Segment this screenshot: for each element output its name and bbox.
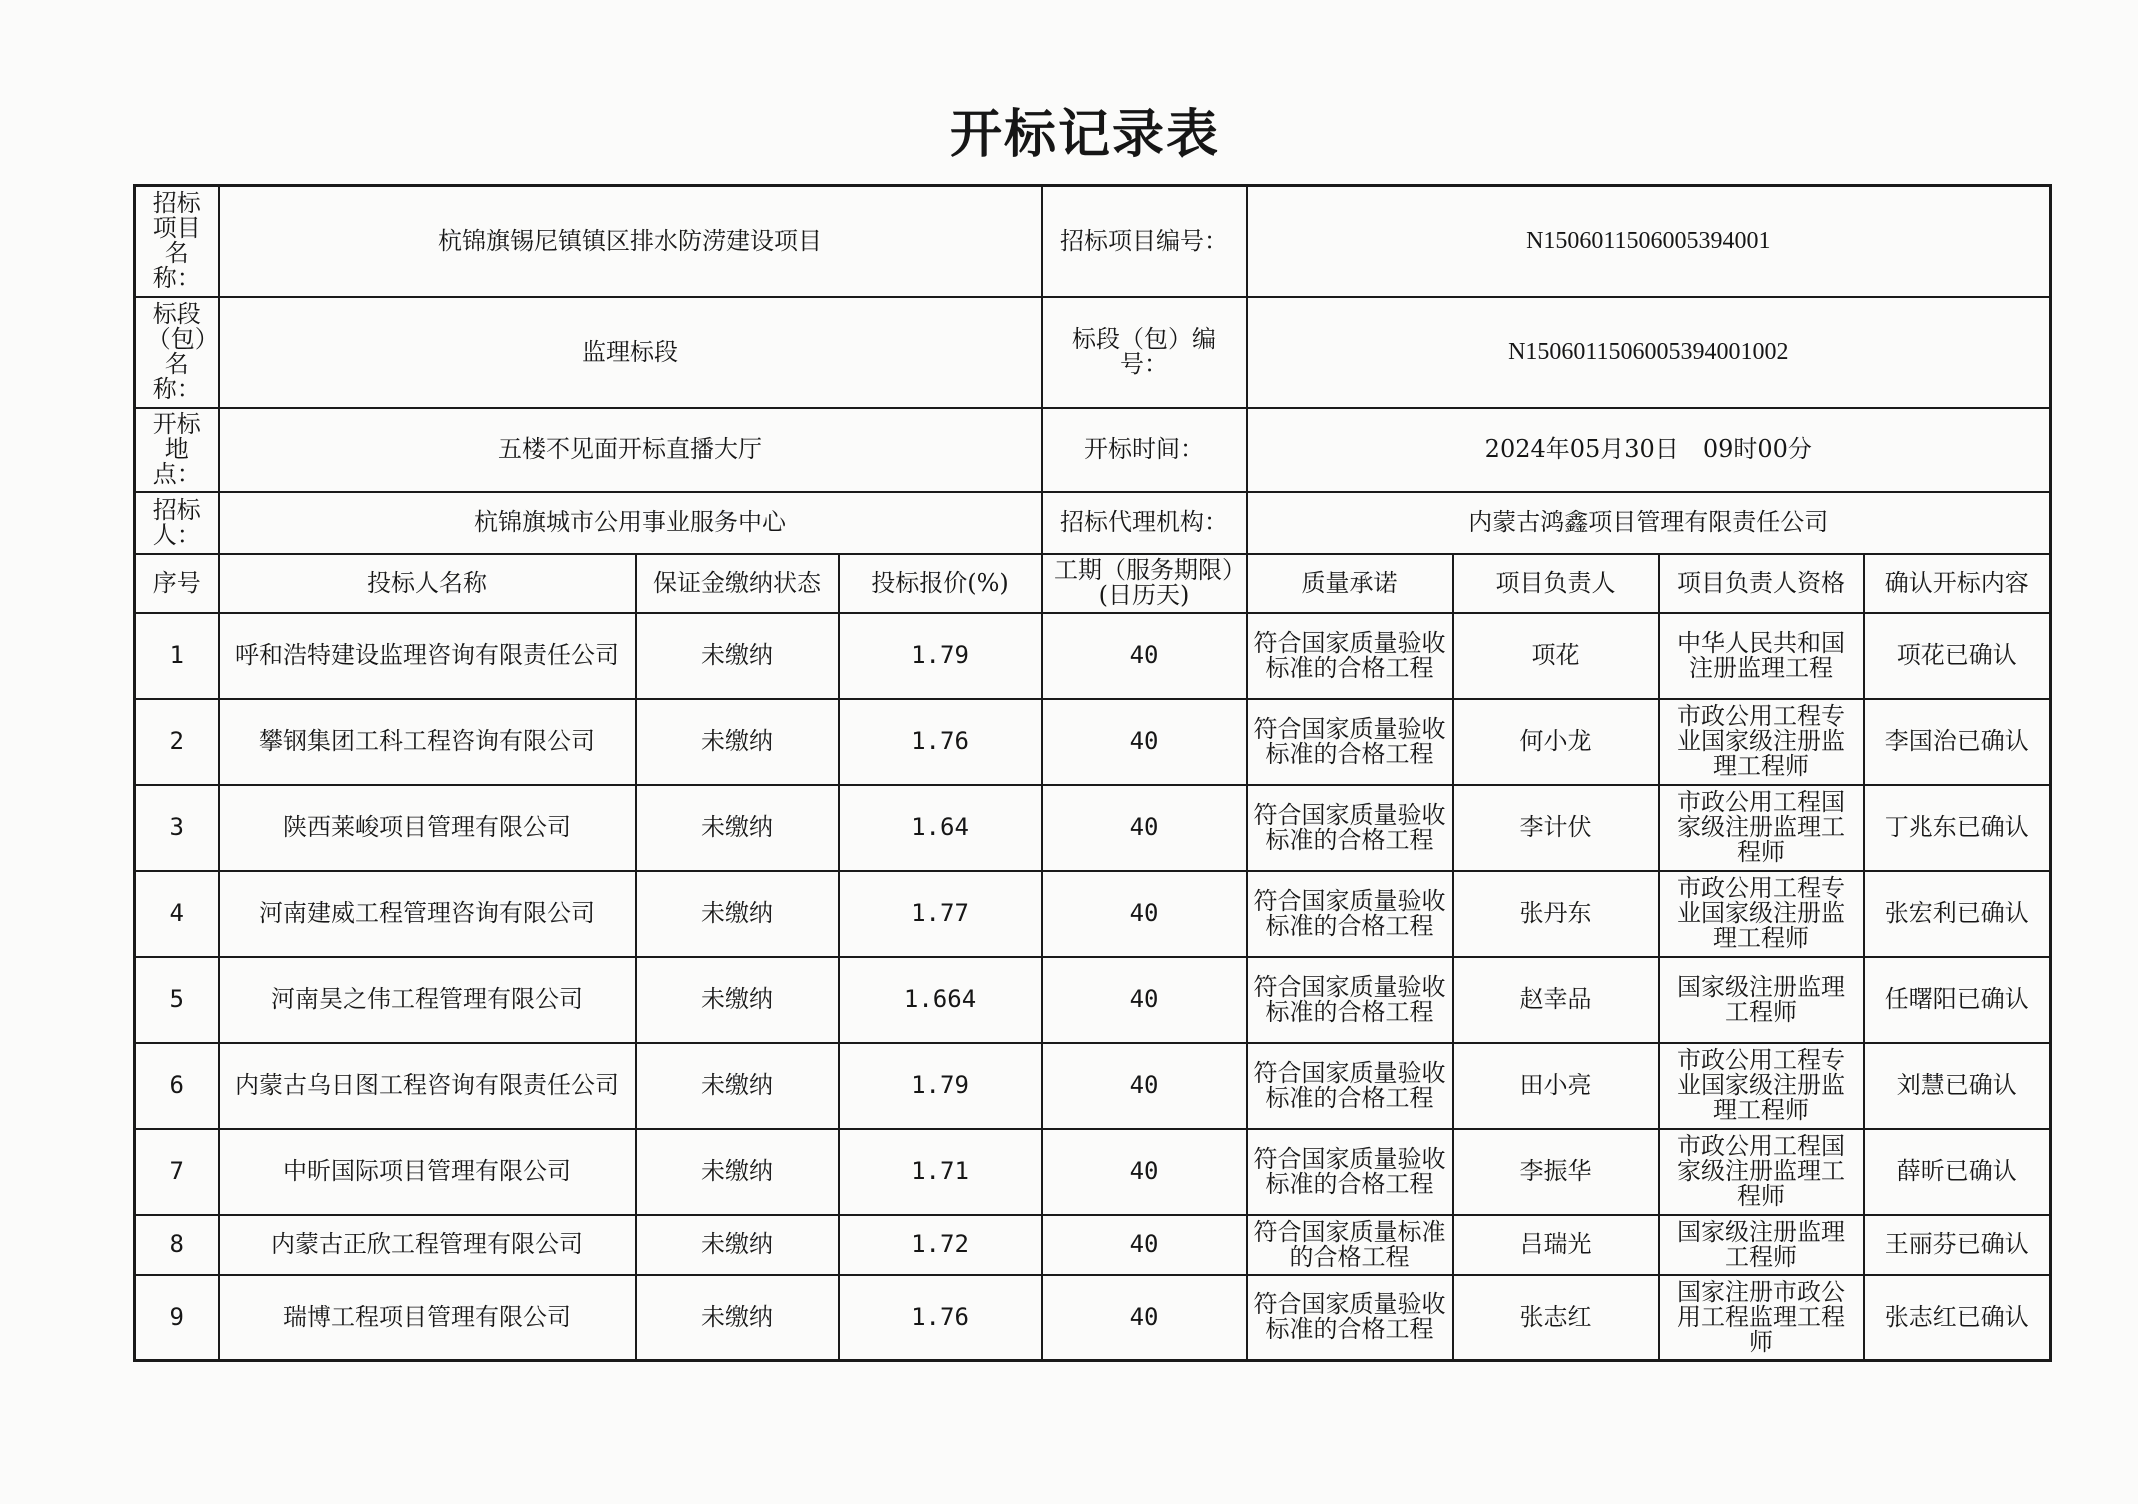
project-name-label: 招标项目名称： — [135, 186, 219, 297]
project-manager: 赵幸品 — [1453, 957, 1659, 1043]
table-row — [135, 1215, 2051, 1275]
section-code-label: 标段（包）编号： — [1042, 297, 1247, 408]
bidder-name: 河南建威工程管理咨询有限公司 — [219, 871, 636, 957]
service-period: 40 — [1042, 1129, 1247, 1215]
bidder-name: 瑞博工程项目管理有限公司 — [219, 1275, 636, 1361]
info-row-tenderer — [135, 492, 2051, 554]
bid-price: 1.79 — [839, 1043, 1042, 1129]
confirmation: 张志红已确认 — [1864, 1275, 2051, 1361]
service-period: 40 — [1042, 957, 1247, 1043]
project-manager: 李振华 — [1453, 1129, 1659, 1215]
quality-commitment: 符合国家质量验收标准的合格工程 — [1247, 957, 1453, 1043]
table-row — [135, 1275, 2051, 1361]
header-confirm: 确认开标内容 — [1864, 554, 2051, 613]
bid-price: 1.76 — [839, 1275, 1042, 1361]
row-index: 1 — [135, 613, 219, 699]
tenderer: 杭锦旗城市公用事业服务中心 — [219, 492, 1042, 554]
header-period: 工期（服务期限）(日历天) — [1042, 554, 1247, 613]
project-manager: 何小龙 — [1453, 699, 1659, 785]
bidder-name: 攀钢集团工科工程咨询有限公司 — [219, 699, 636, 785]
service-period: 40 — [1042, 1043, 1247, 1129]
bid-opening-table — [133, 184, 2052, 1362]
table-row — [135, 1043, 2051, 1129]
project-manager: 张丹东 — [1453, 871, 1659, 957]
deposit-status: 未缴纳 — [636, 1215, 839, 1275]
quality-commitment: 符合国家质量验收标准的合格工程 — [1247, 1129, 1453, 1215]
service-period: 40 — [1042, 699, 1247, 785]
project-code: N1506011506005394001 — [1247, 186, 2051, 297]
service-period: 40 — [1042, 871, 1247, 957]
bid-price: 1.76 — [839, 699, 1042, 785]
project-manager: 田小亮 — [1453, 1043, 1659, 1129]
project-name: 杭锦旗锡尼镇镇区排水防涝建设项目 — [219, 186, 1042, 297]
location: 五楼不见面开标直播大厅 — [219, 408, 1042, 492]
confirmation: 王丽芬已确认 — [1864, 1215, 2051, 1275]
project-manager: 吕瑞光 — [1453, 1215, 1659, 1275]
deposit-status: 未缴纳 — [636, 1275, 839, 1361]
bidder-name: 呼和浩特建设监理咨询有限责任公司 — [219, 613, 636, 699]
bidder-name: 内蒙古正欣工程管理有限公司 — [219, 1215, 636, 1275]
manager-qualification: 国家注册市政公用工程监理工程师 — [1659, 1275, 1864, 1361]
location-label: 开标地点： — [135, 408, 219, 492]
confirmation: 任曙阳已确认 — [1864, 957, 2051, 1043]
project-manager: 李计伏 — [1453, 785, 1659, 871]
header-qualification: 项目负责人资格 — [1659, 554, 1864, 613]
quality-commitment: 符合国家质量验收标准的合格工程 — [1247, 785, 1453, 871]
bidder-name: 内蒙古乌日图工程咨询有限责任公司 — [219, 1043, 636, 1129]
bid-price: 1.72 — [839, 1215, 1042, 1275]
header-quality: 质量承诺 — [1247, 554, 1453, 613]
info-row-project — [135, 186, 2051, 297]
project-manager: 项花 — [1453, 613, 1659, 699]
bid-price: 1.77 — [839, 871, 1042, 957]
page-title: 开标记录表 — [949, 105, 1220, 165]
service-period: 40 — [1042, 613, 1247, 699]
project-code-label: 招标项目编号： — [1042, 186, 1247, 297]
bidder-name: 河南昊之伟工程管理有限公司 — [219, 957, 636, 1043]
bid-price: 1.664 — [839, 957, 1042, 1043]
manager-qualification: 中华人民共和国注册监理工程 — [1659, 613, 1864, 699]
bid-price: 1.71 — [839, 1129, 1042, 1215]
bidder-name: 陕西莱峻项目管理有限公司 — [219, 785, 636, 871]
row-index: 4 — [135, 871, 219, 957]
bidder-name: 中昕国际项目管理有限公司 — [219, 1129, 636, 1215]
row-index: 6 — [135, 1043, 219, 1129]
deposit-status: 未缴纳 — [636, 785, 839, 871]
manager-qualification: 市政公用工程国家级注册监理工程师 — [1659, 785, 1864, 871]
service-period: 40 — [1042, 1275, 1247, 1361]
bid-price: 1.64 — [839, 785, 1042, 871]
confirmation: 刘慧已确认 — [1864, 1043, 2051, 1129]
row-index: 3 — [135, 785, 219, 871]
deposit-status: 未缴纳 — [636, 699, 839, 785]
row-index: 2 — [135, 699, 219, 785]
confirmation: 薛昕已确认 — [1864, 1129, 2051, 1215]
table-row — [135, 871, 2051, 957]
header-deposit: 保证金缴纳状态 — [636, 554, 839, 613]
agency-label: 招标代理机构： — [1042, 492, 1247, 554]
deposit-status: 未缴纳 — [636, 871, 839, 957]
confirmation: 张宏利已确认 — [1864, 871, 2051, 957]
manager-qualification: 国家级注册监理工程师 — [1659, 957, 1864, 1043]
tenderer-label: 招标人： — [135, 492, 219, 554]
quality-commitment: 符合国家质量验收标准的合格工程 — [1247, 1043, 1453, 1129]
info-row-location — [135, 408, 2051, 492]
table-row — [135, 1129, 2051, 1215]
table-row — [135, 957, 2051, 1043]
row-index: 9 — [135, 1275, 219, 1361]
quality-commitment: 符合国家质量标准的合格工程 — [1247, 1215, 1453, 1275]
confirmation: 李国治已确认 — [1864, 699, 2051, 785]
project-manager: 张志红 — [1453, 1275, 1659, 1361]
service-period: 40 — [1042, 1215, 1247, 1275]
confirmation: 项花已确认 — [1864, 613, 2051, 699]
table-row — [135, 699, 2051, 785]
row-index: 8 — [135, 1215, 219, 1275]
row-index: 5 — [135, 957, 219, 1043]
service-period: 40 — [1042, 785, 1247, 871]
deposit-status: 未缴纳 — [636, 1043, 839, 1129]
deposit-status: 未缴纳 — [636, 957, 839, 1043]
opening-time: 2024年05月30日 09时00分 — [1247, 408, 2051, 492]
confirmation: 丁兆东已确认 — [1864, 785, 2051, 871]
bid-price: 1.79 — [839, 613, 1042, 699]
manager-qualification: 市政公用工程专业国家级注册监理工程师 — [1659, 699, 1864, 785]
info-row-section — [135, 297, 2051, 408]
quality-commitment: 符合国家质量验收标准的合格工程 — [1247, 871, 1453, 957]
header-price: 投标报价(%) — [839, 554, 1042, 613]
time-label: 开标时间： — [1042, 408, 1247, 492]
manager-qualification: 国家级注册监理工程师 — [1659, 1215, 1864, 1275]
deposit-status: 未缴纳 — [636, 1129, 839, 1215]
agency: 内蒙古鸿鑫项目管理有限责任公司 — [1247, 492, 2051, 554]
table-row — [135, 785, 2051, 871]
section-name: 监理标段 — [219, 297, 1042, 408]
table-row — [135, 613, 2051, 699]
table-header-row — [135, 554, 2051, 613]
row-index: 7 — [135, 1129, 219, 1215]
quality-commitment: 符合国家质量验收标准的合格工程 — [1247, 1275, 1453, 1361]
header-bidder: 投标人名称 — [219, 554, 636, 613]
manager-qualification: 市政公用工程专业国家级注册监理工程师 — [1659, 1043, 1864, 1129]
section-code: N1506011506005394001002 — [1247, 297, 2051, 408]
manager-qualification: 市政公用工程国家级注册监理工程师 — [1659, 1129, 1864, 1215]
quality-commitment: 符合国家质量验收标准的合格工程 — [1247, 613, 1453, 699]
header-manager: 项目负责人 — [1453, 554, 1659, 613]
quality-commitment: 符合国家质量验收标准的合格工程 — [1247, 699, 1453, 785]
header-index: 序号 — [135, 554, 219, 613]
section-name-label: 标段（包）名称： — [135, 297, 219, 408]
deposit-status: 未缴纳 — [636, 613, 839, 699]
manager-qualification: 市政公用工程专业国家级注册监理工程师 — [1659, 871, 1864, 957]
